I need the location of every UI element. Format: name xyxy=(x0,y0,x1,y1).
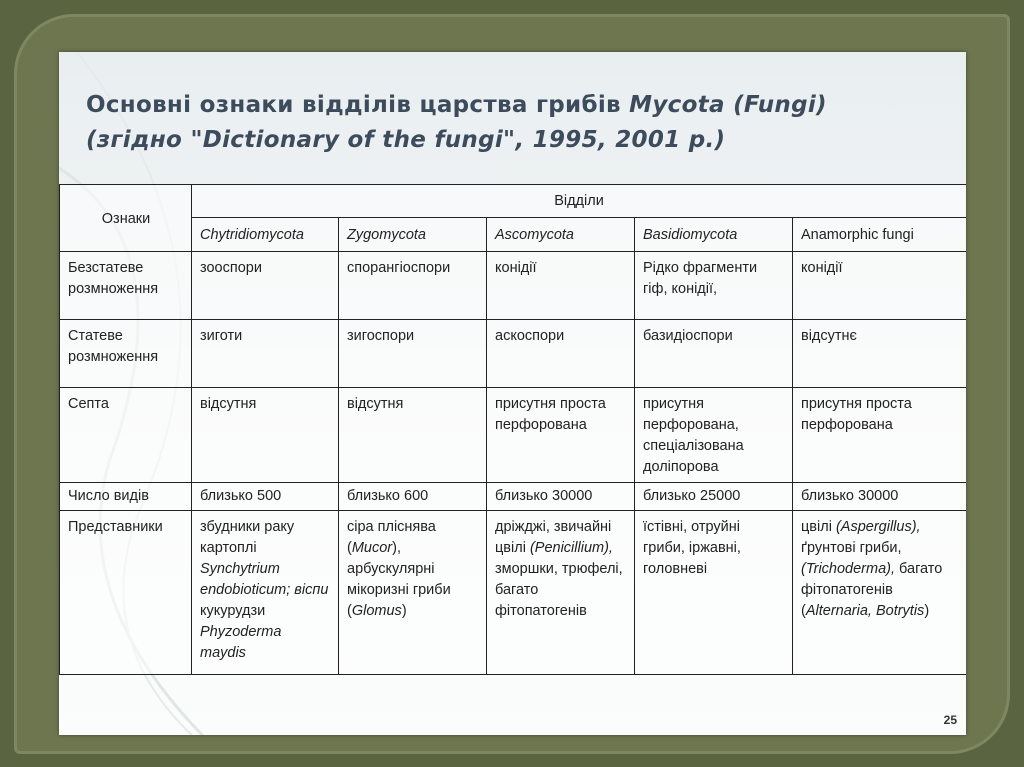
table-cell: зиготи xyxy=(192,320,339,388)
feature-asexual-reproduction: Безстатеве розмноження xyxy=(60,252,192,320)
table-cell: спорангіоспори xyxy=(339,252,487,320)
division-ascomycota: Ascomycota xyxy=(487,218,635,252)
table-cell: присутня проста перфорована xyxy=(793,388,967,483)
table-cell: присутня проста перфорована xyxy=(487,388,635,483)
cell-text: багато фітопатогенів ( xyxy=(801,561,943,619)
divisions-header: Відділи xyxy=(192,185,967,218)
division-chytridiomycota: Chytridiomycota xyxy=(192,218,339,252)
cell-text: ) xyxy=(924,603,930,619)
cell-text: їстівні, отруйні гриби, іржавні, головневі xyxy=(643,519,741,577)
species-name: (Trichoderma), xyxy=(801,561,895,577)
division-anamorphic-fungi: Anamorphic fungi xyxy=(793,218,967,252)
table-row xyxy=(60,511,967,675)
cell-text: цвілі xyxy=(801,519,836,535)
cell-text: ), арбускулярні мікоризні гриби ( xyxy=(347,540,451,619)
table-cell: конідії xyxy=(793,252,967,320)
feature-representatives: Представники xyxy=(60,511,192,675)
table-cell: зооспори xyxy=(192,252,339,320)
table-cell: близько 600 xyxy=(339,483,487,511)
table-cell: відсутня xyxy=(192,388,339,483)
title-line1-plain: Основні ознаки відділів царства грибів xyxy=(86,92,630,118)
table-cell: близько 30000 xyxy=(793,483,967,511)
division-zygomycota: Zygomycota xyxy=(339,218,487,252)
table-row xyxy=(60,252,967,320)
division-basidiomycota: Basidiomycota xyxy=(635,218,793,252)
table-cell: конідії xyxy=(487,252,635,320)
table-cell-zygo-representatives xyxy=(339,511,487,675)
features-header: Ознаки xyxy=(60,185,192,252)
species-name: Alternaria, Botrytis xyxy=(805,603,925,619)
table-cell-chytrid-representatives xyxy=(192,511,339,675)
species-name: Phyzoderma maydis xyxy=(200,624,282,661)
table-cell: близько 25000 xyxy=(635,483,793,511)
species-name: (Aspergillus), xyxy=(835,519,921,535)
title-line1-italic: Mycota (Fungi) xyxy=(629,92,827,118)
table-cell-anamorph-representatives xyxy=(793,511,967,675)
title-line2: (згідно "Dictionary of the fungi", 1995, 2001 р.) xyxy=(86,127,726,153)
table-cell: аскоспори xyxy=(487,320,635,388)
table-row xyxy=(60,483,967,511)
table-row xyxy=(60,320,967,388)
cell-text: зморшки, трюфелі, багато фітопатогенів xyxy=(495,561,623,619)
table-cell: відсутня xyxy=(339,388,487,483)
feature-septa: Септа xyxy=(60,388,192,483)
feature-species-count: Число видів xyxy=(60,483,192,511)
table-cell: базидіоспори xyxy=(635,320,793,388)
table-cell: зигоспори xyxy=(339,320,487,388)
fungi-divisions-table xyxy=(59,184,966,675)
table-cell: близько 30000 xyxy=(487,483,635,511)
slide-title xyxy=(86,88,946,158)
table-cell-basidio-representatives xyxy=(635,511,793,675)
cell-text: кукурудзи xyxy=(200,603,266,619)
table-cell: Рідко фрагменти гіф, конідії, xyxy=(635,252,793,320)
species-name: Mucor xyxy=(351,540,393,556)
cell-text: збудники раку картоплі xyxy=(200,519,295,556)
species-name: (Penicillium), xyxy=(529,540,613,556)
cell-text: віспи xyxy=(290,582,329,598)
table-row xyxy=(60,388,967,483)
page-number: 25 xyxy=(943,713,957,727)
table-cell: присутня перфорована, спеціалізована доліпорова xyxy=(635,388,793,483)
table-cell: близько 500 xyxy=(192,483,339,511)
table-cell: відсутнє xyxy=(793,320,967,388)
cell-text: ґрунтові гриби, xyxy=(801,540,902,556)
cell-text: сіра пліснява ( xyxy=(347,519,436,556)
cell-text: ) xyxy=(401,603,407,619)
species-name: Synchytrium endobioticum; xyxy=(200,561,291,598)
table-cell-asco-representatives xyxy=(487,511,635,675)
slide xyxy=(59,52,966,735)
species-name: Glomus xyxy=(351,603,402,619)
feature-sexual-reproduction: Статеве розмноження xyxy=(60,320,192,388)
cell-text: дріжджі, звичайні цвілі xyxy=(495,519,612,556)
